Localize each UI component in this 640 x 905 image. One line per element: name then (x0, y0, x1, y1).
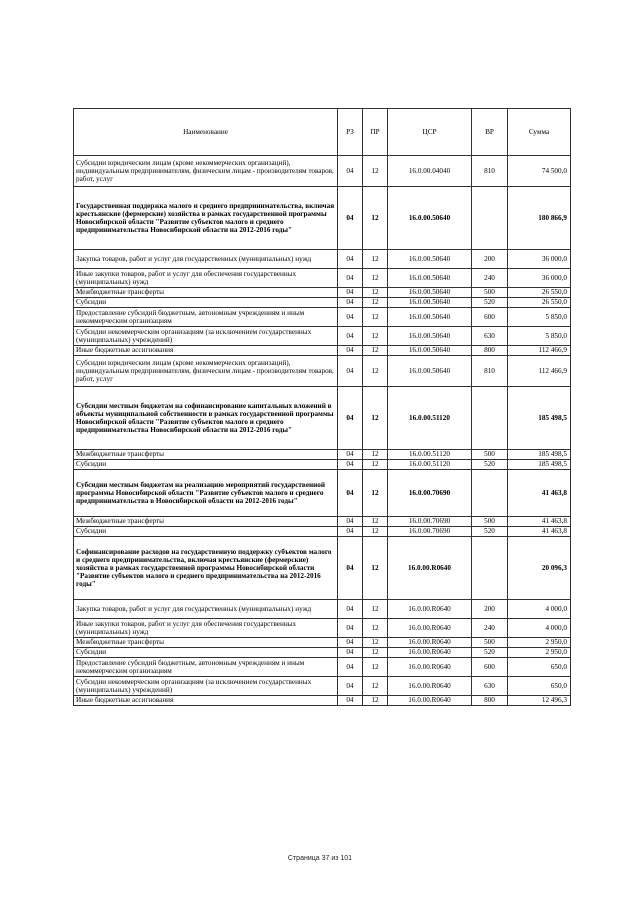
cell-name: Субсидии местным бюджетам на софинансирование капитальных вложений в объекты муниципальной собственности в рамках государственной программы Новосибирской области "Развитие субъектов малого и среднего предпринимательства Новосибирской области на 2012-2016 годы" (74, 387, 338, 450)
cell-vr: 240 (472, 269, 508, 288)
table-row (74, 470, 571, 517)
cell-pr: 12 (363, 327, 388, 346)
budget-table (73, 108, 571, 706)
cell-pr: 12 (363, 356, 388, 387)
header-rz: РЗ (338, 109, 363, 156)
cell-vr: 520 (472, 527, 508, 537)
cell-rz: 04 (338, 600, 363, 619)
cell-rz: 04 (338, 187, 363, 250)
cell-name: Субсидии некоммерческим организациям (за исключением государственных (муниципальных) учреждений) (74, 677, 338, 696)
cell-pr: 12 (363, 156, 388, 187)
table-row (74, 600, 571, 619)
cell-vr: 600 (472, 658, 508, 677)
cell-sum: 41 463,8 (508, 527, 571, 537)
cell-csr: 16.0.00.50640 (388, 327, 472, 346)
cell-rz: 04 (338, 308, 363, 327)
cell-pr: 12 (363, 470, 388, 517)
cell-vr (472, 470, 508, 517)
table-row (74, 346, 571, 356)
cell-name: Закупка товаров, работ и услуг для государственных (муниципальных) нужд (74, 600, 338, 619)
cell-vr: 500 (472, 517, 508, 527)
cell-pr: 12 (363, 527, 388, 537)
cell-csr: 16.0.00.50640 (388, 288, 472, 298)
cell-name: Субсидии юридическим лицам (кроме некоммерческих организаций), индивидуальным предпринимателям, физическим лицам - производителям товаров, работ, услуг (74, 156, 338, 187)
cell-sum: 5 850,0 (508, 327, 571, 346)
cell-pr: 12 (363, 696, 388, 706)
cell-csr: 16.0.00.50640 (388, 269, 472, 288)
cell-name: Субсидии (74, 648, 338, 658)
cell-rz: 04 (338, 346, 363, 356)
cell-name: Закупка товаров, работ и услуг для государственных (муниципальных) нужд (74, 250, 338, 269)
cell-csr: 16.0.00.50640 (388, 187, 472, 250)
cell-sum: 20 096,3 (508, 537, 571, 600)
cell-vr: 520 (472, 298, 508, 308)
cell-name: Субсидии (74, 460, 338, 470)
header-name: Наименование (74, 109, 338, 156)
cell-sum: 41 463,8 (508, 517, 571, 527)
cell-rz: 04 (338, 460, 363, 470)
cell-name: Предоставление субсидий бюджетным, автономным учреждениям и иным некоммерческим организациям (74, 658, 338, 677)
cell-rz: 04 (338, 619, 363, 638)
cell-sum: 2 950,0 (508, 648, 571, 658)
cell-pr: 12 (363, 619, 388, 638)
table-body (74, 156, 571, 706)
cell-csr: 16.0.00.50640 (388, 250, 472, 269)
cell-vr: 800 (472, 346, 508, 356)
cell-pr: 12 (363, 308, 388, 327)
cell-rz: 04 (338, 638, 363, 648)
cell-csr: 16.0.00.70690 (388, 517, 472, 527)
cell-sum: 185 498,5 (508, 450, 571, 460)
cell-vr (472, 387, 508, 450)
cell-vr: 520 (472, 460, 508, 470)
cell-name: Субсидии юридическим лицам (кроме некоммерческих организаций), индивидуальным предпринимателям, физическим лицам - производителям товаров, работ, услуг (74, 356, 338, 387)
cell-csr: 16.0.00.04040 (388, 156, 472, 187)
cell-rz: 04 (338, 288, 363, 298)
cell-sum: 2 950,0 (508, 638, 571, 648)
table-row (74, 187, 571, 250)
table-row (74, 156, 571, 187)
cell-pr: 12 (363, 638, 388, 648)
cell-sum: 36 000,0 (508, 269, 571, 288)
cell-csr: 16.0.00.50640 (388, 356, 472, 387)
cell-sum: 74 500,0 (508, 156, 571, 187)
cell-name: Субсидии некоммерческим организациям (за исключением государственных (муниципальных) учреждений) (74, 327, 338, 346)
cell-csr: 16.0.00.51120 (388, 460, 472, 470)
cell-csr: 16.0.00.51120 (388, 387, 472, 450)
table-row (74, 327, 571, 346)
cell-name: Предоставление субсидий бюджетным, автономным учреждениям и иным некоммерческим организациям (74, 308, 338, 327)
cell-csr: 16.0.00.50640 (388, 346, 472, 356)
cell-rz: 04 (338, 537, 363, 600)
cell-pr: 12 (363, 346, 388, 356)
page-number: Страница 37 из 101 (287, 855, 353, 862)
cell-rz: 04 (338, 527, 363, 537)
cell-csr: 16.0.00.51120 (388, 450, 472, 460)
cell-name: Софинансирование расходов на государственную поддержку субъектов малого и среднего предпринимательства, включая крестьянские (фермерские) хозяйства в рамках государственной программы Новосибирской области "Развитие субъектов малого и среднего предпринимательства на 2012-2016 годы" (74, 537, 338, 600)
cell-name: Межбюджетные трансферты (74, 450, 338, 460)
cell-pr: 12 (363, 677, 388, 696)
table-row (74, 638, 571, 648)
cell-sum: 5 850,0 (508, 308, 571, 327)
table-row (74, 517, 571, 527)
cell-sum: 112 466,9 (508, 356, 571, 387)
cell-rz: 04 (338, 677, 363, 696)
cell-name: Субсидии (74, 527, 338, 537)
cell-rz: 04 (338, 250, 363, 269)
table-row (74, 619, 571, 638)
cell-name: Иные закупки товаров, работ и услуг для обеспечения государственных (муниципальных) нужд (74, 619, 338, 638)
cell-csr: 16.0.00.R0640 (388, 537, 472, 600)
cell-rz: 04 (338, 470, 363, 517)
table-row (74, 308, 571, 327)
cell-rz: 04 (338, 156, 363, 187)
cell-rz: 04 (338, 648, 363, 658)
cell-csr: 16.0.00.50640 (388, 308, 472, 327)
cell-csr: 16.0.00.R0640 (388, 638, 472, 648)
cell-sum: 185 498,5 (508, 460, 571, 470)
cell-csr: 16.0.00.R0640 (388, 696, 472, 706)
cell-sum: 4 000,0 (508, 600, 571, 619)
table-row (74, 288, 571, 298)
cell-sum: 41 463,8 (508, 470, 571, 517)
table-row (74, 387, 571, 450)
cell-csr: 16.0.00.R0640 (388, 677, 472, 696)
cell-vr: 500 (472, 288, 508, 298)
cell-rz: 04 (338, 387, 363, 450)
cell-csr: 16.0.00.70690 (388, 527, 472, 537)
cell-rz: 04 (338, 298, 363, 308)
table-row (74, 250, 571, 269)
cell-pr: 12 (363, 517, 388, 527)
header-row (74, 109, 571, 156)
cell-vr: 200 (472, 250, 508, 269)
cell-vr: 240 (472, 619, 508, 638)
cell-csr: 16.0.00.70690 (388, 470, 472, 517)
cell-sum: 180 866,9 (508, 187, 571, 250)
table-row (74, 298, 571, 308)
cell-pr: 12 (363, 600, 388, 619)
cell-name: Иные бюджетные ассигнования (74, 346, 338, 356)
cell-name: Межбюджетные трансферты (74, 517, 338, 527)
cell-name: Государственная поддержка малого и среднего предпринимательства, включая крестьянские (фермерские) хозяйства в рамках государственной программы Новосибирской области "Развитие субъектов малого и среднего предпринимательства Новосибирской области на 2012-2016 годы" (74, 187, 338, 250)
cell-pr: 12 (363, 648, 388, 658)
cell-sum: 12 496,3 (508, 696, 571, 706)
cell-rz: 04 (338, 450, 363, 460)
header-pr: ПР (363, 109, 388, 156)
table-row (74, 648, 571, 658)
cell-pr: 12 (363, 298, 388, 308)
cell-pr: 12 (363, 250, 388, 269)
table-row (74, 450, 571, 460)
cell-pr: 12 (363, 450, 388, 460)
cell-sum: 4 000,0 (508, 619, 571, 638)
cell-pr: 12 (363, 460, 388, 470)
cell-pr: 12 (363, 288, 388, 298)
cell-vr (472, 187, 508, 250)
cell-csr: 16.0.00.R0640 (388, 658, 472, 677)
cell-sum: 650,0 (508, 658, 571, 677)
cell-pr: 12 (363, 537, 388, 600)
cell-csr: 16.0.00.50640 (388, 298, 472, 308)
table-row (74, 658, 571, 677)
cell-sum: 650,0 (508, 677, 571, 696)
cell-csr: 16.0.00.R0640 (388, 619, 472, 638)
cell-rz: 04 (338, 658, 363, 677)
cell-rz: 04 (338, 517, 363, 527)
cell-vr: 630 (472, 327, 508, 346)
cell-vr: 630 (472, 677, 508, 696)
cell-pr: 12 (363, 269, 388, 288)
table-row (74, 460, 571, 470)
header-vr: ВР (472, 109, 508, 156)
cell-pr: 12 (363, 658, 388, 677)
cell-sum: 26 550,0 (508, 298, 571, 308)
cell-pr: 12 (363, 187, 388, 250)
cell-sum: 112 466,9 (508, 346, 571, 356)
table-row (74, 269, 571, 288)
cell-vr (472, 537, 508, 600)
cell-rz: 04 (338, 269, 363, 288)
cell-vr: 600 (472, 308, 508, 327)
cell-csr: 16.0.00.R0640 (388, 648, 472, 658)
cell-rz: 04 (338, 356, 363, 387)
table-row (74, 527, 571, 537)
cell-name: Иные бюджетные ассигнования (74, 696, 338, 706)
cell-sum: 36 000,0 (508, 250, 571, 269)
table-row (74, 356, 571, 387)
cell-vr: 810 (472, 356, 508, 387)
cell-csr: 16.0.00.R0640 (388, 600, 472, 619)
cell-name: Иные закупки товаров, работ и услуг для обеспечения государственных (муниципальных) нужд (74, 269, 338, 288)
cell-sum: 185 498,5 (508, 387, 571, 450)
cell-rz: 04 (338, 696, 363, 706)
cell-name: Субсидии (74, 298, 338, 308)
cell-sum: 26 550,0 (508, 288, 571, 298)
table-row (74, 677, 571, 696)
header-sum: Сумма (508, 109, 571, 156)
cell-vr: 500 (472, 638, 508, 648)
cell-pr: 12 (363, 387, 388, 450)
cell-vr: 800 (472, 696, 508, 706)
cell-vr: 810 (472, 156, 508, 187)
header-csr: ЦСР (388, 109, 472, 156)
cell-vr: 200 (472, 600, 508, 619)
table-row (74, 537, 571, 600)
cell-name: Межбюджетные трансферты (74, 638, 338, 648)
cell-vr: 500 (472, 450, 508, 460)
table-row (74, 696, 571, 706)
cell-name: Межбюджетные трансферты (74, 288, 338, 298)
cell-rz: 04 (338, 327, 363, 346)
cell-name: Субсидии местным бюджетам на реализацию мероприятий государственной программы Новосибирской области "Развитие субъектов малого и среднего предпринимательства в Новосибирской области на 2012-2016 годы" (74, 470, 338, 517)
cell-vr: 520 (472, 648, 508, 658)
